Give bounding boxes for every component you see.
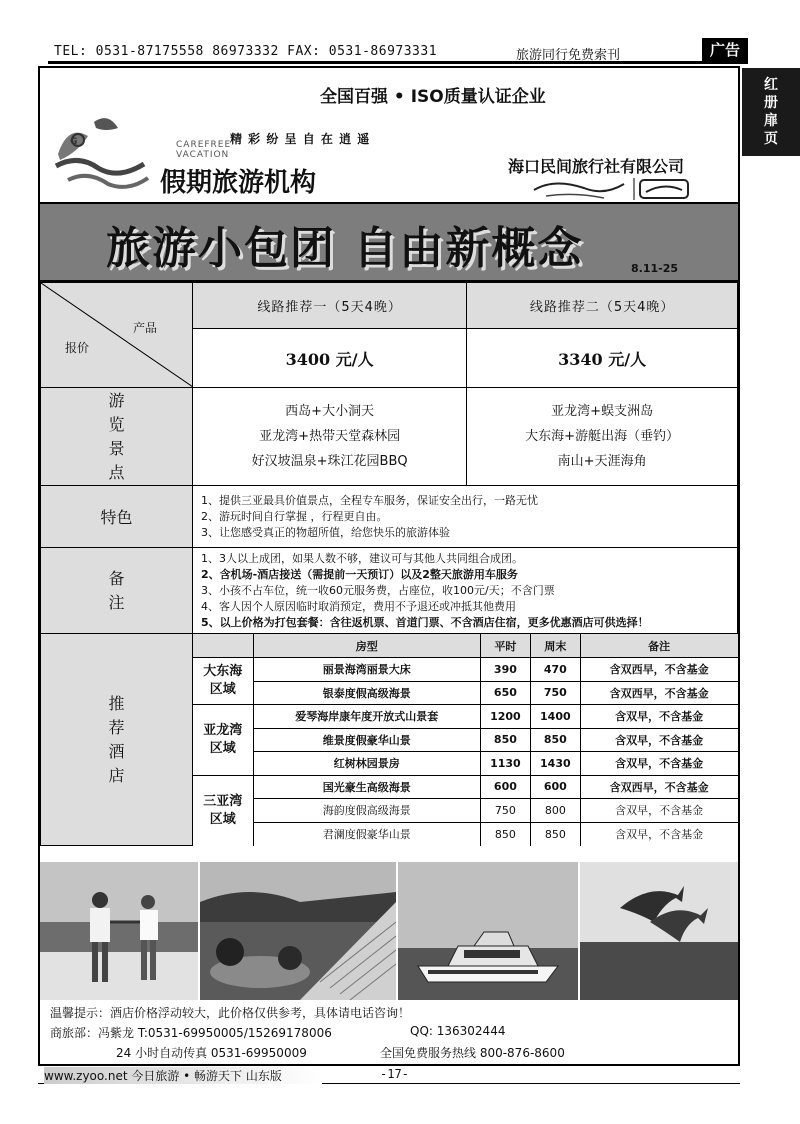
page-footer: [38, 1066, 740, 1084]
headline-banner: [40, 202, 738, 282]
svg-text:G: G: [70, 137, 78, 147]
table-row: 海韵度假高级海景 750 800 含双早，不含基金: [193, 799, 738, 823]
table-row: 君澜度假豪华山景 850 850 含双早，不含基金: [193, 822, 738, 846]
table-row: 大东海 区域 丽景海湾丽景大床 390 470 含双西早，不含基金: [193, 658, 738, 682]
region-dadonghai: 大东海 区域: [193, 658, 253, 705]
route-2-spots: 亚龙湾+蜈支洲岛 大东海+游艇出海（垂钓） 南山+天涯海角: [467, 388, 738, 486]
tagline: 旅游同行免费索刊: [516, 48, 621, 63]
resort-hotel-photo: [200, 862, 396, 1000]
contact-line: TEL: 0531-87175558 86973332 FAX: 0531-86973331: [54, 44, 438, 59]
yacht-photo: [398, 862, 578, 1000]
hotel-header-weekday: 平时: [480, 634, 530, 658]
corner-quote: 报价: [65, 341, 90, 355]
features-label: 特色: [41, 486, 193, 548]
hotel-header-weekend: 周末: [530, 634, 580, 658]
ad-label: 广告: [702, 38, 748, 61]
itinerary-table: [40, 282, 738, 846]
site-info: www.zyoo.net 今日旅游 • 畅游天下 山东版: [44, 1067, 322, 1084]
sales-contact: 商旅部：冯紫龙 T:0531-69950005/15269178006: [50, 1026, 332, 1040]
route-2-price: 3340 元/人: [467, 329, 738, 388]
warm-tip: 温馨提示：酒店价格浮动较大，此价格仅供参考，具体请电话咨询！: [50, 1006, 411, 1020]
table-row: 银泰度假高级海景 650 750 含双西早，不含基金: [193, 681, 738, 705]
brand-name: 假期旅游机构: [160, 168, 317, 198]
route-1-spots: 西岛+大小洞天 亚龙湾+热带天堂森林园 好汉坡温泉+珠江花园BBQ: [193, 388, 467, 486]
agency-name: 海口民间旅行社有限公司: [508, 157, 685, 176]
route-1-heading: 线路推荐一（5天4晚）: [193, 283, 467, 329]
region-sanyawan: 三亚湾 区域: [193, 775, 253, 846]
hotel-cell: [193, 634, 738, 846]
slogan: 全国百强 • ISO质量认证企业: [320, 87, 546, 107]
hotels-label: 推 荐 酒 店: [41, 634, 193, 846]
page-number: -17-: [380, 1067, 409, 1081]
notes-list: 1、3人以上成团，如果人数不够，建议可与其他人共同组合成团。 2、含机场-酒店接送（需提前一天预订）以及2整天旅游用车服务 3、小孩不占车位，统一收60元服务费，占座位，收100元/天；不含门票 4、客人因个人原因临时取消预定，费用不予退还或冲抵其他费用 5、以上价格为打包套餐：含往返机票、首道门票、不含酒店住宿，更多优惠酒店可供选择！: [193, 548, 738, 634]
top-info-bar: [48, 40, 748, 64]
ad-frame: [38, 66, 740, 1066]
auto-fax: 24 小时自动传真 0531-69950009: [116, 1046, 307, 1060]
footer-contact: [40, 1000, 738, 1066]
dolphins-photo: [580, 862, 738, 1000]
route-2-heading: 线路推荐二（5天4晚）: [467, 283, 738, 329]
header: [40, 68, 738, 202]
photo-strip: [40, 862, 738, 1000]
headline: 旅游小包团 自由新概念: [106, 223, 584, 274]
table-row: 红树林园景房 1130 1430 含双早，不含基金: [193, 752, 738, 776]
features-list: 1、提供三亚最具价值景点，全程专车服务，保证安全出行，一路无忧 2、游玩时间自行掌握 ，行程更自由。 3、让您感受真正的物超所值，给您快乐的旅游体验: [193, 486, 738, 548]
spots-label: 游 览 景 点: [41, 388, 193, 486]
sub-slogan: 精 彩 纷 呈 自 在 逍 遥: [230, 132, 371, 146]
table-row: 亚龙湾 区域 爱琴海岸康年度开放式山景套 1200 1400 含双早，不含基金: [193, 705, 738, 729]
agency-logo: [524, 176, 694, 202]
table-row: 维景度假豪华山景 850 850 含双早，不含基金: [193, 728, 738, 752]
notes-label: 备 注: [41, 548, 193, 634]
brand-english: CAREFREE VACATION: [176, 140, 232, 160]
table-row: 三亚湾 区域 国光豪生高级海景 600 600 含双西早，不含基金: [193, 775, 738, 799]
brand-logo: [48, 114, 158, 194]
region-yalongwan: 亚龙湾 区域: [193, 705, 253, 776]
hotel-header-room: 房型: [253, 634, 480, 658]
corner-product: 产品: [133, 321, 158, 335]
route-1-price: 3400 元/人: [193, 329, 467, 388]
hotline: 全国免费服务热线 800-876-8600: [380, 1046, 565, 1060]
beach-couple-photo: [40, 862, 198, 1000]
side-tab: 红 册 扉 页: [742, 68, 800, 156]
date-range: 8.11-25: [630, 262, 678, 275]
diagonal-line: [41, 283, 193, 387]
qq-number: QQ: 136302444: [410, 1024, 506, 1038]
hotel-table: [193, 634, 738, 846]
corner-cell: [41, 283, 193, 388]
hotel-header-note: 备注: [580, 634, 737, 658]
